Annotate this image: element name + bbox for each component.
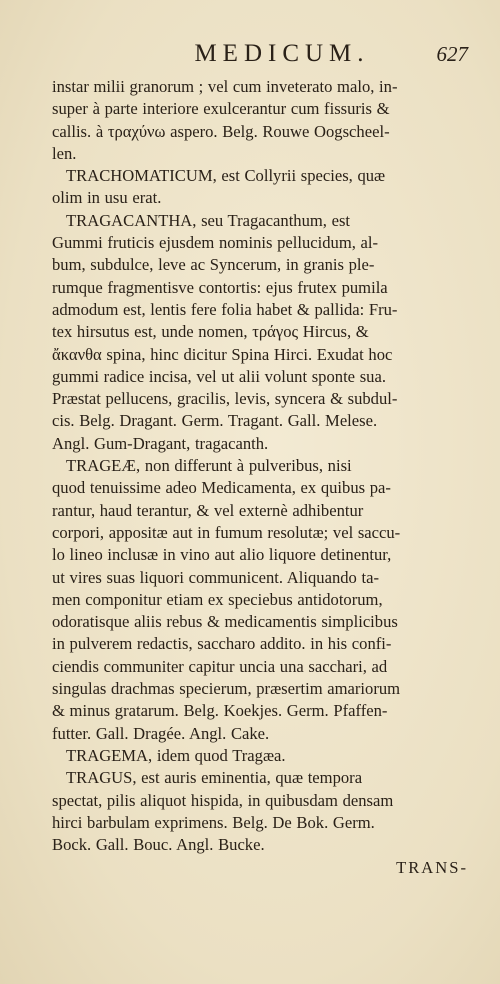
text-line: men componitur etiam ex speciebus antidotorum, [52, 589, 383, 609]
text-line: rantur, haud terantur, & vel externè adhibentur [52, 500, 364, 520]
text-line: Bock. Gall. Bouc. Angl. Bucke. [52, 835, 265, 855]
text-line: callis. à τραχύνω aspero. Belg. Rouwe Oogscheel- [52, 121, 390, 141]
text-line: Angl. Gum-Dragant, tragacanth. [52, 433, 269, 453]
text-line: odoratisque aliis rebus & medicamentis simplicibus [52, 612, 398, 632]
entry-tragus: TRAGUS, est auris eminentia, quæ tempora [66, 768, 363, 788]
text-line: & minus gratarum. Belg. Koekjes. Germ. Pfaffen- [52, 701, 388, 721]
text-line: corpori, appositæ aut in fumum resolutæ; vel saccu- [52, 522, 401, 542]
text-line: ut vires suas liquori communicent. Aliquando ta- [52, 567, 379, 587]
running-head: MEDICUM. [194, 40, 370, 67]
text-line: spectat, pilis aliquot hispida, in quibusdam densam [52, 790, 394, 810]
text-line: bum, subdulce, leve ac Syncerum, in granis ple- [52, 255, 375, 275]
text-line: olim in usu erat. [52, 188, 162, 208]
page-header [52, 36, 472, 76]
entry-tragema: TRAGEMA, idem quod Tragæa. [66, 745, 286, 765]
page-number: 627 [436, 42, 468, 66]
text-line: quod tenuissime adeo Medicamenta, ex quibus pa- [52, 478, 391, 498]
text-line: admodum est, lentis fere folia habet & pallida: Fru- [52, 299, 398, 319]
text-line: gummi radice incisa, vel ut alii volunt sponte sua. [52, 366, 386, 386]
text-line: rumque fragmentisve contortis: ejus frutex pumila [52, 277, 388, 297]
text-line: instar milii granorum ; vel cum inveterato malo, in- [52, 77, 398, 96]
entry-trageae: TRAGEÆ, non differunt à pulveribus, nisi [66, 456, 352, 476]
text-line: tex hirsutus est, unde nomen, τράγος Hircus, & [52, 322, 369, 342]
text-line: ciendis communiter capitur uncia una sacchari, ad [52, 656, 388, 676]
text-line: in pulverem redactis, saccharo addito. in his confi- [52, 634, 392, 654]
text-line: singulas drachmas specierum, præsertim amariorum [52, 679, 401, 699]
text-line: Gummi fruticis ejusdem nominis pellucidum, al- [52, 233, 379, 253]
entry-tragacantha: TRAGACANTHA, seu Tragacanthum, est [66, 210, 351, 230]
text-line: hirci barbulam exprimens. Belg. De Bok. Germ. [52, 812, 375, 832]
text-line: Præstat pellucens, gracilis, levis, syncera & subdul- [52, 389, 398, 409]
catchword: TRANS- [396, 858, 468, 878]
text-line: super à parte interiore exulcerantur cum fissuris & [52, 99, 390, 119]
text-line: futter. Gall. Dragée. Angl. Cake. [52, 723, 270, 743]
body-text [52, 76, 472, 856]
text-line: lo lineo inclusæ in vino aut alio liquore detinentur, [52, 545, 392, 565]
text-line: cis. Belg. Dragant. Germ. Tragant. Gall. Melese. [52, 411, 378, 431]
text-line: ἄκανθα spina, hinc dicitur Spina Hirci. Exudat hoc [52, 344, 393, 364]
entry-trachomaticum: TRACHOMATICUM, est Collyrii species, quæ [66, 166, 386, 186]
text-line: len. [52, 143, 77, 163]
